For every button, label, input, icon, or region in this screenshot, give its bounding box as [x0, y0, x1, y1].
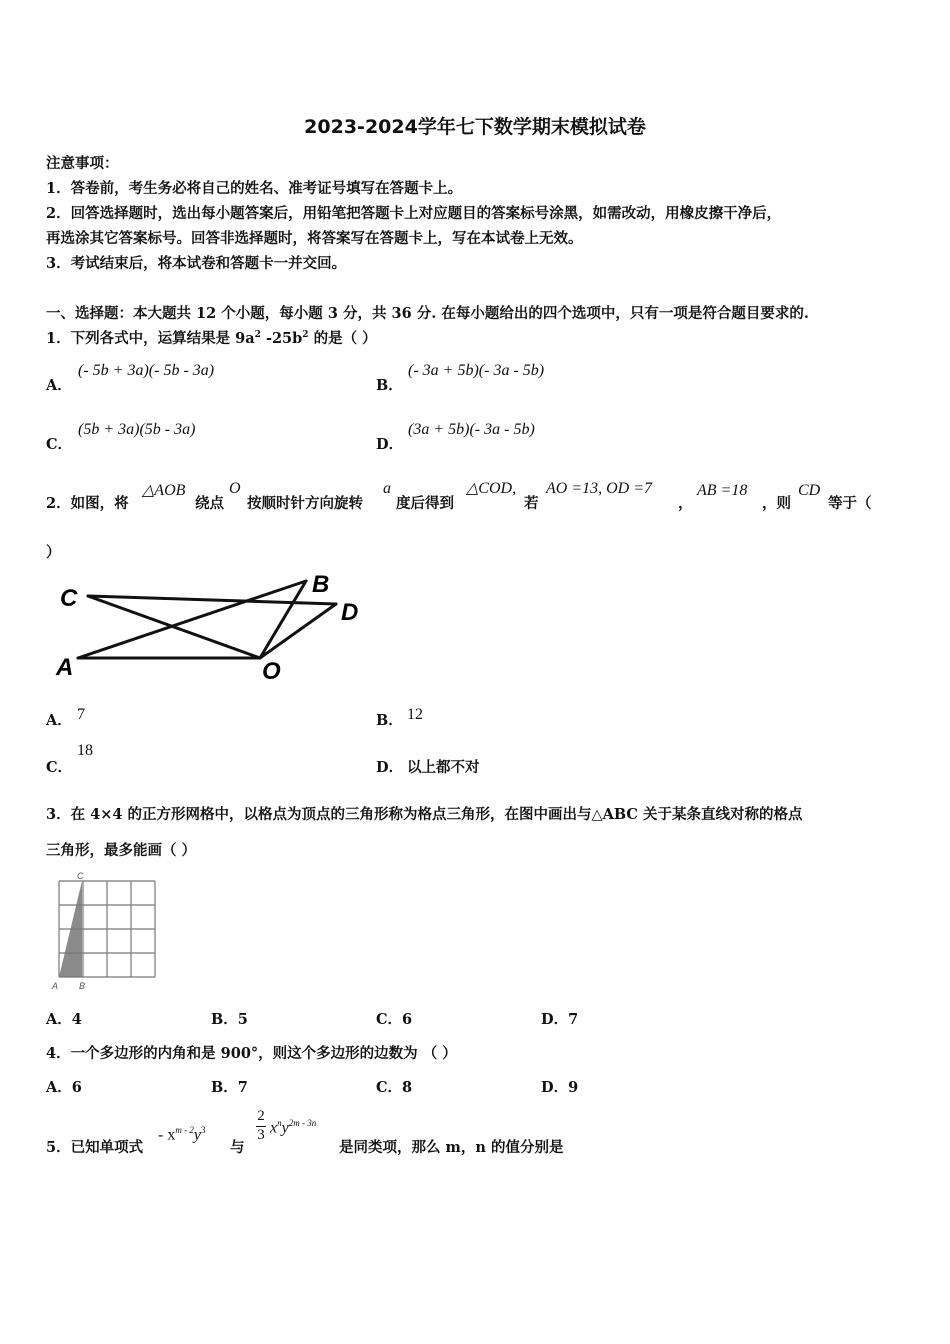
- option-label: B．: [376, 377, 403, 394]
- math-condition: AB =18: [697, 482, 748, 499]
- option: C．6: [376, 1011, 413, 1028]
- option-value: 以上都不对: [407, 759, 480, 776]
- option: A．4: [46, 1011, 82, 1028]
- question-2-text: 按顺时针方向旋转: [247, 495, 363, 512]
- option-expression: (- 5b + 3a)(- 5b - 3a): [78, 362, 215, 379]
- question-5-text: 是同类项，那么 m，n 的值分别是: [339, 1139, 564, 1156]
- math-point-o: O: [229, 480, 241, 497]
- option-label: D．: [376, 759, 404, 776]
- option: A．6: [46, 1079, 82, 1096]
- option-expression: (- 3a + 5b)(- 3a - 5b): [408, 362, 545, 379]
- option-value: 18: [77, 742, 93, 759]
- note-item: 1．答卷前，考生务必将自己的姓名、准考证号填写在答题卡上。: [46, 180, 463, 197]
- question-5-text: 与: [230, 1139, 245, 1156]
- math-fraction: [256, 1108, 266, 1144]
- fraction-numerator: 2: [257, 1108, 265, 1124]
- figure-lines: [78, 581, 336, 658]
- question-2-text: 等于（: [828, 495, 872, 512]
- figure-label-o: O: [262, 658, 281, 685]
- option-label: C．: [46, 436, 73, 453]
- question-2-text: 度后得到: [396, 495, 454, 512]
- question-2-text: ，: [678, 495, 693, 512]
- math-condition: AO =13, OD =7: [546, 480, 653, 497]
- option-value: 7: [77, 706, 85, 723]
- rotation-figure: [46, 568, 376, 688]
- question-4-stem: 4．一个多边形的内角和是 900°，则这个多边形的边数为 （ ）: [46, 1045, 457, 1062]
- question-2-number: 2．如图，将: [46, 495, 129, 512]
- fraction-denominator: 3: [257, 1127, 265, 1143]
- figure-label-a: A: [56, 654, 74, 681]
- section-heading: 一、选择题：本大题共 12 个小题，每小题 3 分，共 36 分. 在每小题给出的四个选项中，只有一项是符合题目要求的.: [46, 305, 809, 322]
- option-label: C．: [46, 759, 73, 776]
- option-label: B．: [376, 712, 403, 729]
- figure-label-c: C: [60, 585, 78, 612]
- math-angle-a: a: [383, 480, 391, 497]
- option-expression: (5b + 3a)(5b - 3a): [78, 421, 196, 438]
- math-monomial-1: - $x^{m - 2}y^3$: [158, 1125, 206, 1144]
- note-item: 再选涂其它答案标号。回答非选择题时，将答案写在答题卡上，写在本试卷上无效。: [46, 230, 583, 247]
- notes-heading: 注意事项：: [46, 155, 119, 172]
- option-value: 12: [407, 706, 423, 723]
- option: B．5: [211, 1011, 248, 1028]
- figure-label-b: B: [312, 571, 330, 598]
- figure-label-d: D: [341, 599, 359, 626]
- option-label: D．: [376, 436, 404, 453]
- question-2-text: ，则: [762, 495, 791, 512]
- option-label: A．: [46, 377, 72, 394]
- note-item: 3．考试结束后，将本试卷和答题卡一并交回。: [46, 255, 347, 272]
- question-3-stem: 3．在 4×4 的正方形网格中，以格点为顶点的三角形称为格点三角形，在图中画出与△ABC 关于某条直线对称的格点: [46, 806, 803, 823]
- question-1-stem: 1．下列各式中，运算结果是 $9a^2$ $-25b^2$ 的是（ ）: [46, 330, 377, 347]
- grid-figure: [46, 870, 161, 995]
- grid-label-c: C: [77, 871, 84, 881]
- math-triangle-cod: △COD,: [466, 480, 517, 497]
- option: C．8: [376, 1079, 413, 1096]
- question-2-text: 绕点: [195, 495, 224, 512]
- math-segment-cd: CD: [798, 482, 821, 499]
- option: D．9: [541, 1079, 579, 1096]
- note-item: 2．回答选择题时，选出每小题答案后，用铅笔把答题卡上对应题目的答案标号涂黑，如需改动，用橡皮擦干净后，: [46, 205, 782, 222]
- grid-label-b: B: [79, 981, 86, 991]
- grid-label-a: A: [52, 981, 59, 991]
- question-2-text: ）: [46, 544, 61, 561]
- math-triangle-aob: △AOB: [142, 482, 186, 499]
- page-title: 2023-2024学年七下数学期末模拟试卷: [304, 116, 646, 138]
- option-label: A．: [46, 712, 72, 729]
- question-2-text: 若: [524, 495, 539, 512]
- option-expression: (3a + 5b)(- 3a - 5b): [408, 421, 535, 438]
- math-monomial-2: $x^ny^{2m - 3n}$: [270, 1118, 317, 1137]
- option: D．7: [541, 1011, 579, 1028]
- question-5-text: 5．已知单项式: [46, 1139, 144, 1156]
- question-3-stem: 三角形，最多能画（ ）: [46, 842, 197, 859]
- option: B．7: [211, 1079, 248, 1096]
